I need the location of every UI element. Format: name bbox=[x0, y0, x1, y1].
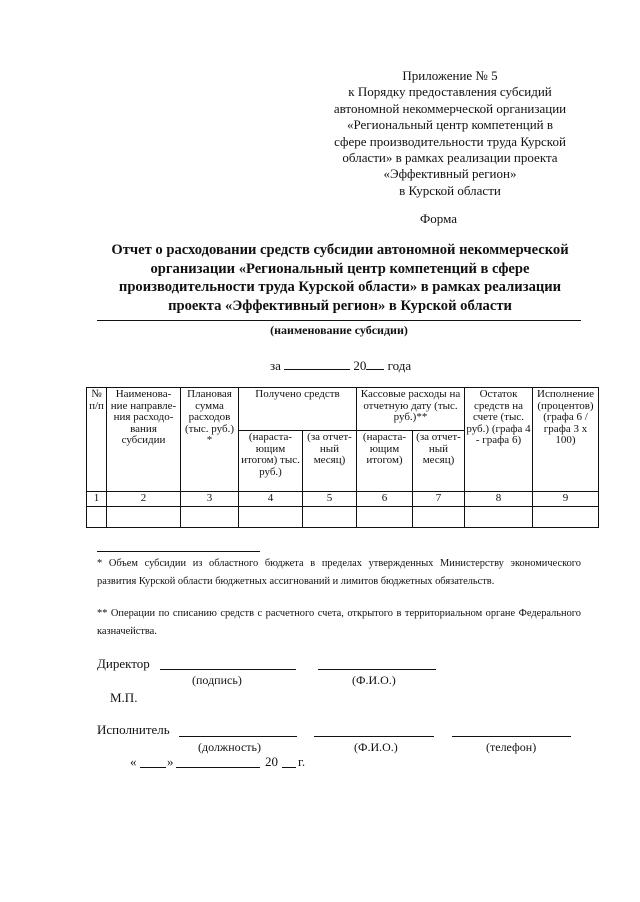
header-execution: Исполнение (процентов) (графа 6 / графа 3 х 100) bbox=[533, 388, 599, 492]
executor-fio-line[interactable] bbox=[314, 736, 434, 737]
column-number: 3 bbox=[181, 492, 239, 507]
header-name: Наименова-ние направле-ния расходо-вания субсидии bbox=[107, 388, 181, 492]
phone-caption: (телефон) bbox=[486, 740, 537, 754]
subsidy-name-caption: (наименование субсидии) bbox=[270, 323, 408, 337]
header-cash-month: (за отчет-ный месяц) bbox=[413, 431, 465, 492]
header-cash: Кассовые расходы на отчетную дату (тыс. руб.)** bbox=[357, 388, 465, 431]
header-cash-cumulative: (нараста-ющим итогом) bbox=[357, 431, 413, 492]
report-period bbox=[270, 357, 411, 374]
date-month-line[interactable] bbox=[176, 767, 260, 768]
title-line: организации «Региональный центр компетенций в сфере bbox=[150, 260, 530, 277]
appendix-line: Приложение № 5 bbox=[402, 68, 498, 83]
column-number: 4 bbox=[239, 492, 303, 507]
appendix-line: области» в рамках реализации проекта bbox=[342, 150, 558, 166]
director-signature-line[interactable] bbox=[160, 669, 296, 670]
period-year-prefix: 20 bbox=[353, 358, 367, 373]
appendix-line: к Порядку предоставления субсидий bbox=[348, 84, 552, 100]
period-blank bbox=[284, 357, 350, 370]
director-fio-line[interactable] bbox=[318, 669, 436, 670]
column-number: 8 bbox=[465, 492, 533, 507]
column-number: 1 bbox=[87, 492, 107, 507]
form-label: Форма bbox=[420, 211, 457, 226]
header-num: № п/п bbox=[87, 388, 107, 492]
title-line: Отчет о расходовании средств субсидии автономной некоммерческой bbox=[111, 242, 569, 258]
appendix-line: «Региональный центр компетенций в bbox=[346, 117, 554, 133]
column-number: 2 bbox=[107, 492, 181, 507]
column-number: 7 bbox=[413, 492, 465, 507]
table-cell[interactable] bbox=[413, 507, 465, 528]
header-received-month: (за отчет-ный месяц) bbox=[303, 431, 357, 492]
date-year-suffix: г. bbox=[298, 754, 306, 769]
header-received-cumulative: (нараста-ющим итогом) тыс. руб.) bbox=[239, 431, 303, 492]
table-cell[interactable] bbox=[533, 507, 599, 528]
footnote-divider bbox=[97, 551, 260, 552]
position-caption: (должность) bbox=[198, 740, 261, 754]
title-line: производительности труда Курской области» в рамках реализации bbox=[118, 279, 562, 295]
header-received: Получено средств bbox=[239, 388, 357, 431]
appendix-line: автономной некоммерческой организации bbox=[333, 100, 567, 116]
fio-caption-executor: (Ф.И.О.) bbox=[354, 740, 398, 754]
subsidy-name-line bbox=[97, 320, 581, 321]
period-suffix: года bbox=[387, 358, 412, 373]
empty-data-row bbox=[87, 507, 599, 528]
column-number: 6 bbox=[357, 492, 413, 507]
date-open-quote: « bbox=[130, 754, 137, 769]
period-year-blank bbox=[366, 357, 384, 370]
fio-caption: (Ф.И.О.) bbox=[352, 673, 396, 687]
report-table bbox=[86, 387, 599, 528]
appendix-line: сфере производительности труда Курской bbox=[334, 133, 566, 149]
director-label: Директор bbox=[97, 656, 150, 671]
executor-label: Исполнитель bbox=[97, 722, 170, 737]
date-close-quote: » bbox=[167, 754, 174, 769]
table-cell[interactable] bbox=[357, 507, 413, 528]
title-line: проекта «Эффективный регион» в Курской области bbox=[168, 297, 512, 314]
date-day-line[interactable] bbox=[140, 767, 166, 768]
document-title bbox=[60, 241, 620, 315]
table-cell[interactable] bbox=[87, 507, 107, 528]
executor-phone-line[interactable] bbox=[452, 736, 571, 737]
footnote-2: ** Операции по списанию средств с расчетного счета, открытого в территориальном органе Федерального казначейства. bbox=[97, 608, 581, 637]
appendix-line: в Курской области bbox=[399, 182, 501, 198]
footnote-1: * Объем субсидии из областного бюджета в пределах утвержденных Министерству экономического развития Курской области бюджетных ассигнований и лимитов бюджетных обязательств. bbox=[97, 558, 581, 587]
signature-caption: (подпись) bbox=[192, 673, 242, 687]
table-cell[interactable] bbox=[107, 507, 181, 528]
date-year-line[interactable] bbox=[282, 767, 296, 768]
table-cell[interactable] bbox=[465, 507, 533, 528]
appendix-header bbox=[300, 68, 600, 199]
period-prefix: за bbox=[270, 358, 281, 373]
executor-position-line[interactable] bbox=[179, 736, 297, 737]
table-cell[interactable] bbox=[239, 507, 303, 528]
column-numbers-row bbox=[87, 492, 599, 507]
header-balance: Остаток средств на счете (тыс. руб.) (графа 4 - графа 6) bbox=[465, 388, 533, 492]
stamp-label: М.П. bbox=[110, 690, 138, 705]
header-planned: Плановая сумма расходов (тыс. руб.) * bbox=[181, 388, 239, 492]
column-number: 5 bbox=[303, 492, 357, 507]
table-cell[interactable] bbox=[181, 507, 239, 528]
appendix-line: «Эффективный регион» bbox=[383, 166, 517, 182]
table-cell[interactable] bbox=[303, 507, 357, 528]
column-number: 9 bbox=[533, 492, 599, 507]
date-year-prefix: 20 bbox=[265, 754, 278, 769]
